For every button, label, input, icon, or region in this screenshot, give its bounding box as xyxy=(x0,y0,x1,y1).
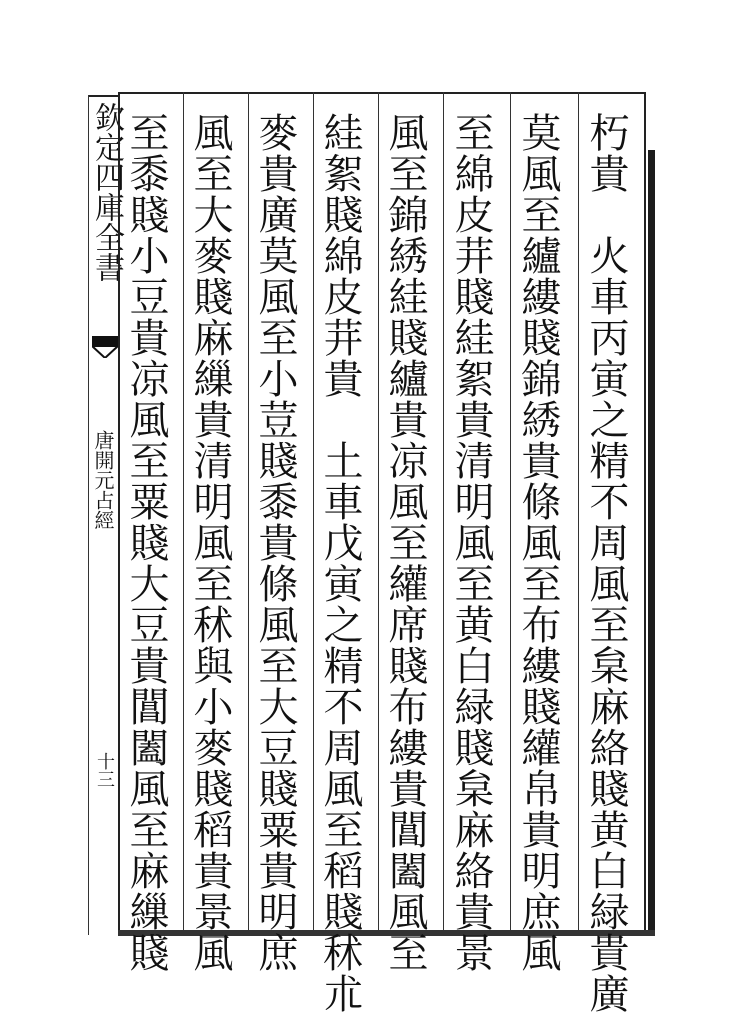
text-column-4: 風至錦綉絓賤纑貴凉風至䌯席賤布縷貴閶闔風至 xyxy=(382,112,428,973)
book-title: 欽定四庫全書 xyxy=(89,102,124,282)
column-divider xyxy=(443,92,444,932)
frame-spine xyxy=(648,150,655,932)
column-divider xyxy=(578,92,579,932)
text-column-3: 至綿皮茾賤絓絮貴清明風至黄白緑賤枲麻絡貴景 xyxy=(448,112,494,973)
margin-top-rule xyxy=(88,95,118,97)
text-column-5: 絓絮賤綿皮茾貴 土車戊寅之精不周風至稻賤秫朮 xyxy=(317,112,363,1014)
chapter-title: 唐開元占經 xyxy=(91,430,115,530)
text-column-7: 風至大麥賤麻繅貴清明風至秫與小麥賤稻貴景風 xyxy=(187,112,233,973)
column-divider xyxy=(378,92,379,932)
page-number: 十三 xyxy=(94,752,115,788)
column-divider xyxy=(510,92,511,932)
column-divider xyxy=(313,92,314,932)
text-column-2: 莫風至纑縷賤錦綉貴條風至布縷賤䌯帛貴明庶風 xyxy=(515,112,561,973)
text-column-8: 至黍賤小豆貴凉風至粟賤大豆貴閶闔風至麻繅賤 xyxy=(123,112,169,973)
fishtail-mark-icon xyxy=(92,336,118,358)
column-divider xyxy=(183,92,184,932)
text-column-6: 麥貴廣莫風至小荳賤黍貴條風至大豆賤粟貴明庶 xyxy=(252,112,298,973)
column-divider xyxy=(248,92,249,932)
text-column-1: 朽貴 火車丙寅之精不周風至枲麻絡賤黄白緑貴廣 xyxy=(583,112,629,1014)
